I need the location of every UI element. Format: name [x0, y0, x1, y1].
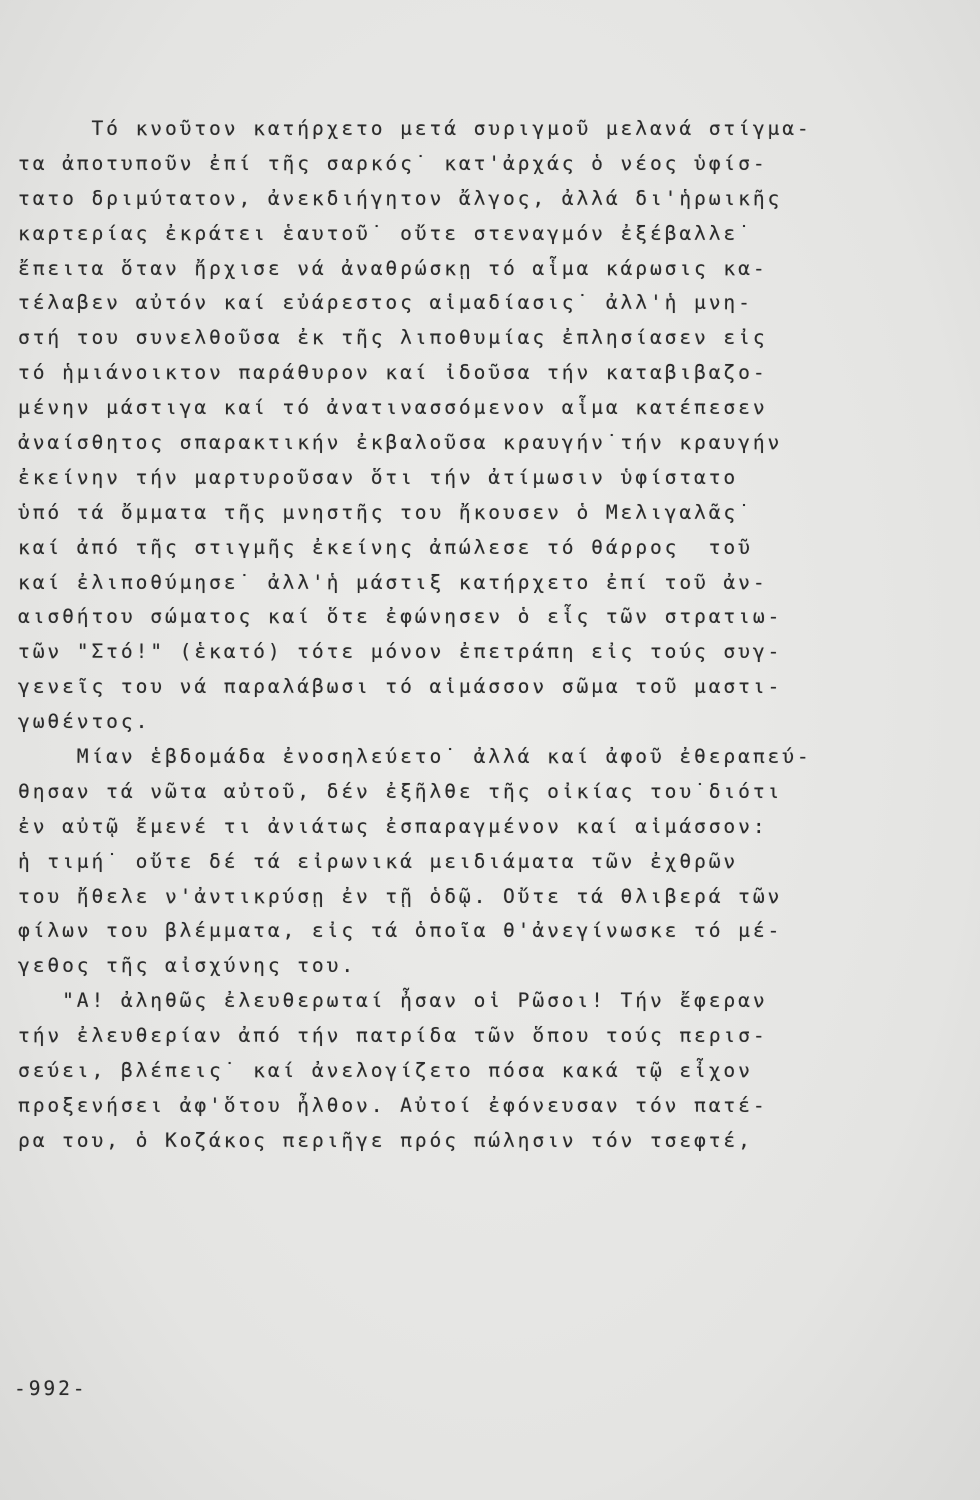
text-line: ἡ τιμή˙ οὔτε δέ τά εἰρωνικά μειδιάματα τῶν ἐχθρῶν — [18, 849, 739, 873]
text-line: σεύει, βλέπεις˙ καί ἀνελογίζετο πόσα κακά τῷ εἶχον — [18, 1059, 753, 1083]
text-line: τα ἀποτυποῦν ἐπί τῆς σαρκός˙ κατ'ἀρχάς ὁ νέος ὑφίσ- — [18, 151, 768, 175]
text-line: μένην μάστιγα καί τό ἀνατινασσόμενον αἷμα κατέπεσεν — [18, 396, 768, 420]
text-line: τέλαβεν αὐτόν καί εὐάρεστος αἱμαδίασις˙ ἀλλ'ἡ μνη- — [18, 291, 753, 315]
text-line: "Α! ἀληθῶς ἐλευθερωταί ἦσαν οἱ Ρῶσοι! Τήν ἔφεραν — [18, 989, 768, 1013]
text-line: καί ἀπό τῆς στιγμῆς ἐκείνης ἀπώλεσε τό θάρρος τοῦ — [18, 535, 753, 559]
text-line: τατο δριμύτατον, ἀνεκδιήγητον ἄλγος, ἀλλά δι'ἡρωικῆς — [18, 186, 783, 210]
text-line: φίλων του βλέμματα, εἰς τά ὁποῖα θ'ἀνεγίνωσκε τό μέ- — [18, 919, 783, 943]
text-line: τήν ἐλευθερίαν ἀπό τήν πατρίδα τῶν ὅπου τούς περισ- — [18, 1024, 768, 1048]
text-line: αισθήτου σώματος καί ὅτε ἐφώνησεν ὁ εἷς τῶν στρατιω- — [18, 605, 783, 629]
text-line: Τό κνοῦτον κατήρχετο μετά συριγμοῦ μελανά στίγμα- — [18, 117, 812, 140]
text-line: Μίαν ἑβδομάδα ἐνοσηλεύετο˙ ἀλλά καί ἀφοῦ ἐθεραπεύ- — [18, 745, 812, 769]
text-line: θησαν τά νῶτα αὐτοῦ, δέν ἐξῆλθε τῆς οἰκίας του˙διότι — [18, 779, 783, 803]
text-line: γωθέντος. — [18, 710, 151, 734]
text-line: προξενήσει ἀφ'ὅτου ἦλθον. Αὐτοί ἐφόνευσαν τόν πατέ- — [18, 1093, 768, 1117]
text-line: ἐν αὐτῷ ἔμενέ τι ἀνιάτως ἐσπαραγμένον καί αἱμάσσον: — [18, 814, 768, 838]
text-line: του ἤθελε ν'ἀντικρύσῃ ἐν τῇ ὁδῷ. Οὔτε τά θλιβερά τῶν — [18, 884, 783, 908]
text-line: τό ἡμιάνοικτον παράθυρον καί ἰδοῦσα τήν καταβιβαζο- — [18, 361, 768, 385]
text-line: γεθος τῆς αἰσχύνης του. — [18, 954, 357, 978]
text-line: ἔπειτα ὅταν ἤρχισε νά ἀναθρώσκῃ τό αἷμα κάρωσις κα- — [18, 256, 768, 280]
body-text — [18, 112, 968, 1159]
text-line: ἀναίσθητος σπαρακτικήν ἐκβαλοῦσα κραυγήν˙τήν κραυγήν — [18, 431, 783, 455]
text-line: ρα του, ὁ Κοζάκος περιῆγε πρός πώλησιν τόν τσεφτέ, — [18, 1128, 753, 1152]
text-line: καρτερίας ἐκράτει ἑαυτοῦ˙ οὔτε στεναγμόν ἐξέβαλλε˙ — [18, 221, 753, 245]
text-line: ὑπό τά ὄμματα τῆς μνηστῆς του ἤκουσεν ὁ Μελιγαλᾶς˙ — [18, 500, 753, 524]
page-number: -992- — [14, 1377, 88, 1400]
text-line: καί ἐλιποθύμησε˙ ἀλλ'ἡ μάστιξ κατήρχετο ἐπί τοῦ ἀν- — [18, 570, 768, 594]
text-line: τῶν "Στό!" (ἑκατό) τότε μόνον ἐπετράπη εἰς τούς συγ- — [18, 640, 783, 664]
text-line: στή του συνελθοῦσα ἐκ τῆς λιποθυμίας ἐπλησίασεν εἰς — [18, 326, 768, 350]
text-line: γενεῖς του νά παραλάβωσι τό αἱμάσσον σῶμα τοῦ μαστι- — [18, 675, 783, 699]
text-line: ἐκείνην τήν μαρτυροῦσαν ὅτι τήν ἀτίμωσιν ὑφίστατο — [18, 465, 739, 489]
